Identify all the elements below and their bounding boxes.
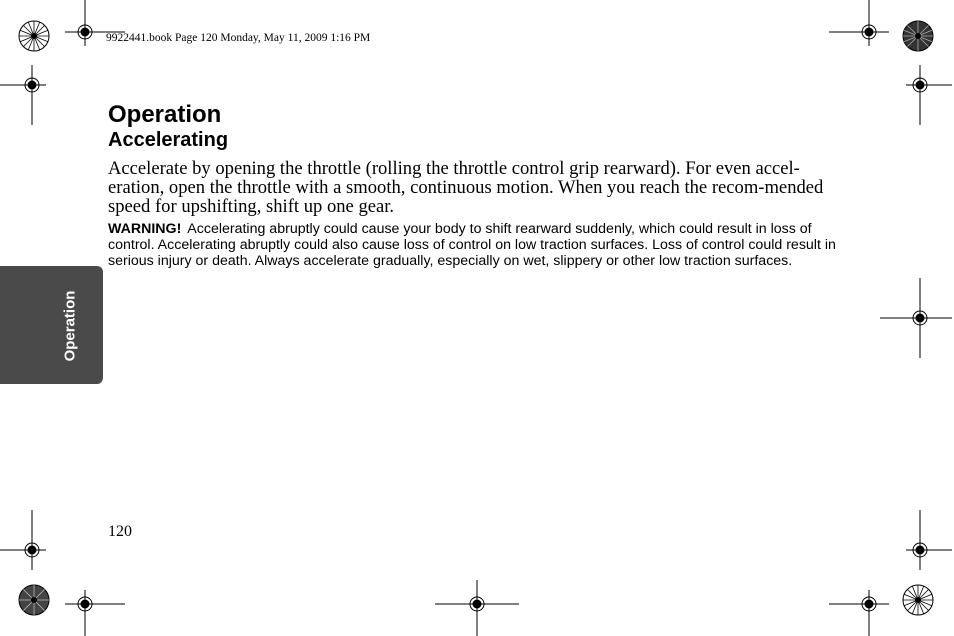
star-target-icon — [19, 21, 49, 51]
print-stamp: 9922441.book Page 120 Monday, May 11, 2009 1:16 PM — [106, 32, 371, 44]
crosshair-icon — [880, 278, 952, 358]
section-title: Operation — [108, 101, 222, 128]
star-target-icon — [903, 585, 933, 615]
crosshair-icon — [906, 510, 952, 570]
star-target-icon — [903, 21, 933, 51]
warning-label: WARNING! — [108, 221, 182, 237]
crosshair-icon — [829, 0, 889, 46]
crosshair-icon — [0, 65, 46, 125]
crosshair-icon — [0, 510, 46, 570]
crosshair-icon — [65, 590, 125, 636]
warning-text: Accelerating abruptly could cause your body to shift rearward suddenly, which could result in loss of control. Accelerating abruptly could also cause loss of control on low traction surfaces. Loss of control could result in serious injury or death. Always accelerate gradually, especially on wet, slippery or other low traction surfaces. — [108, 221, 836, 269]
crosshair-icon — [829, 590, 889, 636]
crosshair-icon — [435, 580, 519, 636]
crosshair-icon — [906, 65, 952, 125]
body-paragraph: Accelerate by opening the throttle (rolling the throttle control grip rearward). For even accel-eration, open the throttle with a smooth, continuous motion. When you reach the recom-mended speed for upshifting, shift up one gear. — [108, 158, 824, 217]
warning-block — [108, 222, 838, 269]
star-target-icon — [19, 585, 49, 615]
section-tab-label: Operation — [61, 290, 79, 362]
page-number: 120 — [108, 523, 132, 540]
section-tab — [0, 266, 103, 384]
sub-title: Accelerating — [108, 129, 229, 151]
